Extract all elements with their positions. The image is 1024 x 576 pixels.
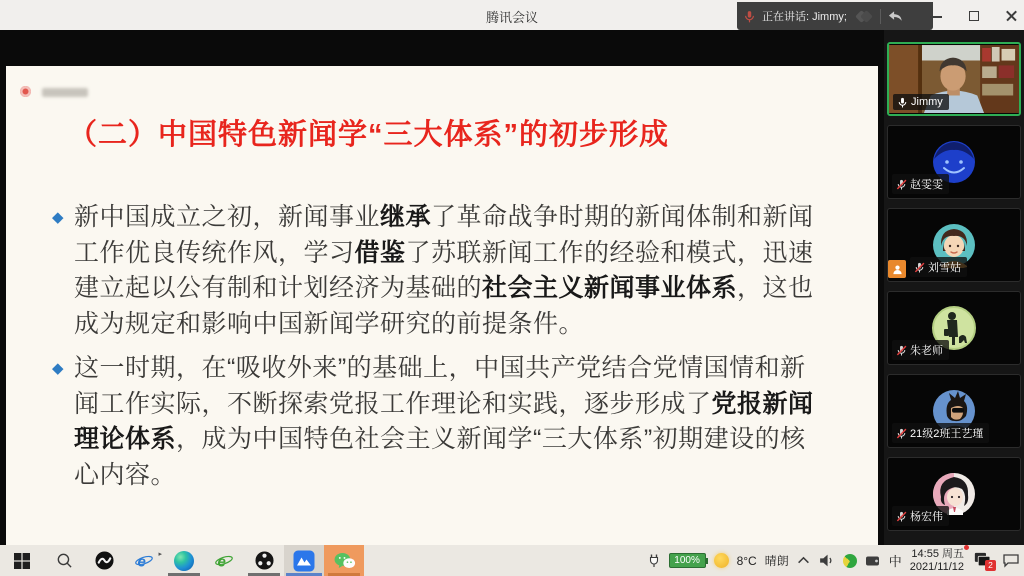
participant-tile[interactable] bbox=[887, 125, 1021, 199]
wechat-icon bbox=[333, 551, 356, 570]
mic-muted-icon bbox=[896, 179, 907, 190]
slide-title: （二）中国特色新闻学“三大体系”的初步形成 bbox=[68, 119, 670, 151]
taskbar-clock[interactable] bbox=[910, 548, 966, 574]
obs-icon bbox=[254, 550, 275, 571]
unread-badge: 2 bbox=[985, 560, 996, 571]
taskbar-wechat[interactable] bbox=[324, 545, 364, 576]
search-icon bbox=[56, 552, 73, 569]
mic-muted-icon bbox=[914, 262, 925, 273]
minimize-button[interactable] bbox=[930, 9, 942, 21]
diamond-bullet-icon: ◆ bbox=[52, 209, 64, 226]
power-plug-icon bbox=[647, 553, 661, 568]
participant-name: Jimmy bbox=[911, 96, 943, 108]
participant-name: 21级2班王艺瑾 bbox=[910, 428, 984, 440]
meeting-logo-icon bbox=[857, 12, 871, 21]
mic-on-icon bbox=[897, 97, 908, 108]
taskbar-green-browser[interactable] bbox=[204, 545, 244, 576]
mic-muted-icon bbox=[896, 511, 907, 522]
presentation-slide bbox=[6, 66, 878, 557]
start-button[interactable] bbox=[0, 545, 44, 576]
shared-screen-region bbox=[0, 30, 884, 545]
tencent-meeting-icon bbox=[293, 550, 315, 572]
weather-condition[interactable]: 晴朗 bbox=[764, 554, 789, 568]
speaking-toast bbox=[737, 2, 933, 30]
member-badge-icon bbox=[888, 260, 906, 278]
bullet-text: 这一时期，在“吸收外来”的基础上，中国共产党结合党情国情和新闻工作实际，不断探索党报工作理论和实践，逐步形成了党报新闻理论体系，成为中国特色社会主义新闻学“三大体系”初期建设的核心内容。 bbox=[74, 354, 814, 489]
restore-button[interactable] bbox=[968, 9, 980, 21]
tray-expand-chevron-icon[interactable] bbox=[797, 556, 810, 565]
taskbar-obs[interactable] bbox=[244, 545, 284, 576]
taskbar-edge[interactable] bbox=[164, 545, 204, 576]
faint-watermark bbox=[42, 88, 88, 97]
jumplist-arrow-icon: ▸ bbox=[158, 551, 162, 558]
tray-device-icon[interactable] bbox=[865, 555, 881, 567]
clock-notification-dot bbox=[964, 545, 969, 550]
speaking-label: 正在讲话: Jimmy; bbox=[762, 11, 847, 23]
participant-name: 杨宏伟 bbox=[910, 511, 943, 523]
taskbar-internet-explorer[interactable] bbox=[124, 545, 164, 576]
svg-text:e: e bbox=[137, 553, 146, 570]
tray-green-app-icon[interactable] bbox=[843, 554, 857, 568]
participant-tile[interactable] bbox=[887, 291, 1021, 365]
participants-sidebar bbox=[884, 30, 1024, 545]
clock-time: 14:55 周五 bbox=[911, 547, 964, 560]
edge-icon bbox=[174, 551, 194, 571]
participant-tile[interactable] bbox=[887, 457, 1021, 531]
battery-indicator[interactable] bbox=[669, 553, 706, 568]
taskbar-app-swirl[interactable] bbox=[84, 545, 124, 576]
participant-name: 朱老师 bbox=[910, 345, 943, 357]
windows-logo-icon bbox=[14, 553, 30, 569]
record-indicator-icon bbox=[20, 86, 31, 97]
weather-temperature[interactable]: 8°C bbox=[736, 553, 757, 568]
green-e-browser-icon bbox=[214, 551, 234, 571]
bullet-item bbox=[52, 200, 840, 342]
participant-tile-jimmy[interactable] bbox=[887, 42, 1021, 116]
internet-explorer-icon bbox=[134, 551, 154, 571]
bullet-text: 新中国成立之初，新闻事业继承了革命战争时期的新闻体制和新闻工作优良传统作风，学习借鉴了苏联新闻工作的经验和模式，迅速建立起以公有制和计划经济为基础的社会主义新闻事业体系，这也成为规定和影响中国新闻学研究的前提条件。 bbox=[74, 203, 814, 338]
window-title: 腾讯会议 bbox=[485, 10, 538, 25]
volume-icon[interactable] bbox=[818, 553, 835, 568]
tray-message-icon[interactable] bbox=[974, 552, 994, 570]
mic-muted-icon bbox=[896, 345, 907, 356]
participant-tile[interactable] bbox=[887, 208, 1021, 282]
taskbar-tencent-meeting[interactable] bbox=[284, 545, 324, 576]
swirl-app-icon bbox=[94, 550, 115, 571]
collapse-toast-arrow-icon[interactable] bbox=[888, 10, 903, 22]
action-center-icon[interactable] bbox=[1002, 553, 1020, 568]
mic-icon bbox=[743, 10, 756, 23]
close-button[interactable] bbox=[1006, 9, 1018, 21]
slide-body bbox=[52, 200, 840, 502]
title-bar bbox=[0, 0, 1024, 30]
bullet-item bbox=[52, 351, 840, 493]
taskbar bbox=[0, 545, 1024, 576]
divider bbox=[880, 9, 881, 24]
participant-name: 刘雪姑 bbox=[928, 262, 961, 274]
mic-muted-icon bbox=[896, 428, 907, 439]
svg-text:e: e bbox=[217, 553, 226, 570]
diamond-bullet-icon: ◆ bbox=[52, 360, 64, 377]
weather-sun-icon[interactable] bbox=[714, 553, 729, 568]
clock-date: 2021/11/12 bbox=[909, 560, 964, 573]
battery-percent: 100% bbox=[674, 555, 700, 566]
participant-name: 赵雯雯 bbox=[910, 179, 943, 191]
ime-indicator[interactable]: 中 bbox=[888, 554, 902, 569]
participant-tile[interactable] bbox=[887, 374, 1021, 448]
taskbar-search-button[interactable] bbox=[44, 545, 84, 576]
